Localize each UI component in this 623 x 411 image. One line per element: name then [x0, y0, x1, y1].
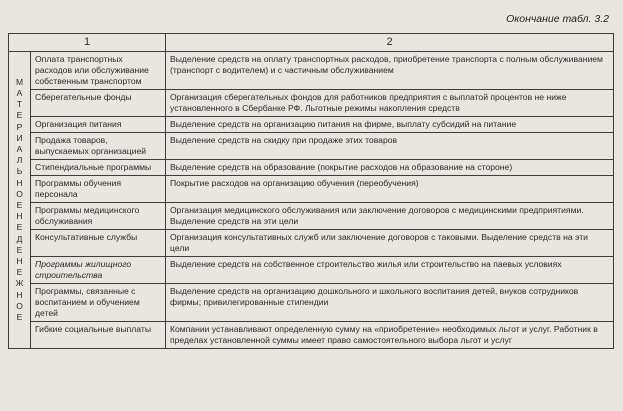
row-name: Программы обучения персонала — [31, 176, 166, 203]
row-description: Выделение средств на организацию дошкольного и школьного воспитания детей, внуков сотрудников фирмы; привилегированные стипендии — [166, 284, 614, 322]
row-name: Программы жилищного строительства — [31, 257, 166, 284]
row-description: Выделение средств на организацию питания на фирме, выплату субсидий на питание — [166, 117, 614, 133]
row-description: Выделение средств на образование (покрытие расходов на образование на стороне) — [166, 160, 614, 176]
column-header-2: 2 — [166, 34, 614, 52]
table-row — [9, 117, 614, 133]
row-description: Выделение средств на собственное строительство жилья или строительство на паевых условиях — [166, 257, 614, 284]
row-name: Оплата транспортных расходов или обслуживание собственным транспортом — [31, 52, 166, 90]
table-row — [9, 322, 614, 349]
table-row — [9, 52, 614, 90]
benefits-table — [8, 33, 614, 349]
table-row — [9, 284, 614, 322]
table-row — [9, 133, 614, 160]
table-row — [9, 203, 614, 230]
header-row — [9, 34, 614, 52]
row-name: Программы, связанные с воспитанием и обучением детей — [31, 284, 166, 322]
table-row — [9, 257, 614, 284]
row-description: Выделение средств на скидку при продаже этих товаров — [166, 133, 614, 160]
row-name: Стипендиальные программы — [31, 160, 166, 176]
row-description: Покрытие расходов на организацию обучения (переобучения) — [166, 176, 614, 203]
column-header-1: 1 — [9, 34, 166, 52]
row-name: Гибкие социальные выплаты — [31, 322, 166, 349]
row-description: Организация консультативных служб или заключение договоров с таковыми. Выделение средств на эти цели — [166, 230, 614, 257]
row-name: Продажа товаров, выпускаемых организацией — [31, 133, 166, 160]
row-name: Сберегательные фонды — [31, 90, 166, 117]
table-caption: Окончание табл. 3.2 — [506, 13, 609, 25]
vertical-category-label — [9, 52, 31, 349]
row-description: Организация сберегательных фондов для работников предприятия с выплатой процентов не ниже установленного в Сбербанке РФ. Льготные режимы накопления средств — [166, 90, 614, 117]
table-row — [9, 176, 614, 203]
row-name: Организация питания — [31, 117, 166, 133]
row-description: Выделение средств на оплату транспортных расходов, приобретение транспорта с полным обслуживанием (транспорт с водителем) и с частичным обслуживанием — [166, 52, 614, 90]
table-row — [9, 160, 614, 176]
row-name: Консультативные службы — [31, 230, 166, 257]
vertical-category-text: МАТЕРИАЛЬНОЕ НЕДЕНЕЖНОЕ — [15, 76, 24, 323]
table-row — [9, 230, 614, 257]
row-description: Компании устанавливают определенную сумму на «приобретение» необходимых льгот и услуг. Работник в пределах установленной суммы имеет право самостоятельного выбора льгот и услуг — [166, 322, 614, 349]
table-row — [9, 90, 614, 117]
row-description: Организация медицинского обслуживания или заключение договоров с медицинскими предприятиями. Выделение средств на эти цели — [166, 203, 614, 230]
row-name: Программы медицинского обслуживания — [31, 203, 166, 230]
